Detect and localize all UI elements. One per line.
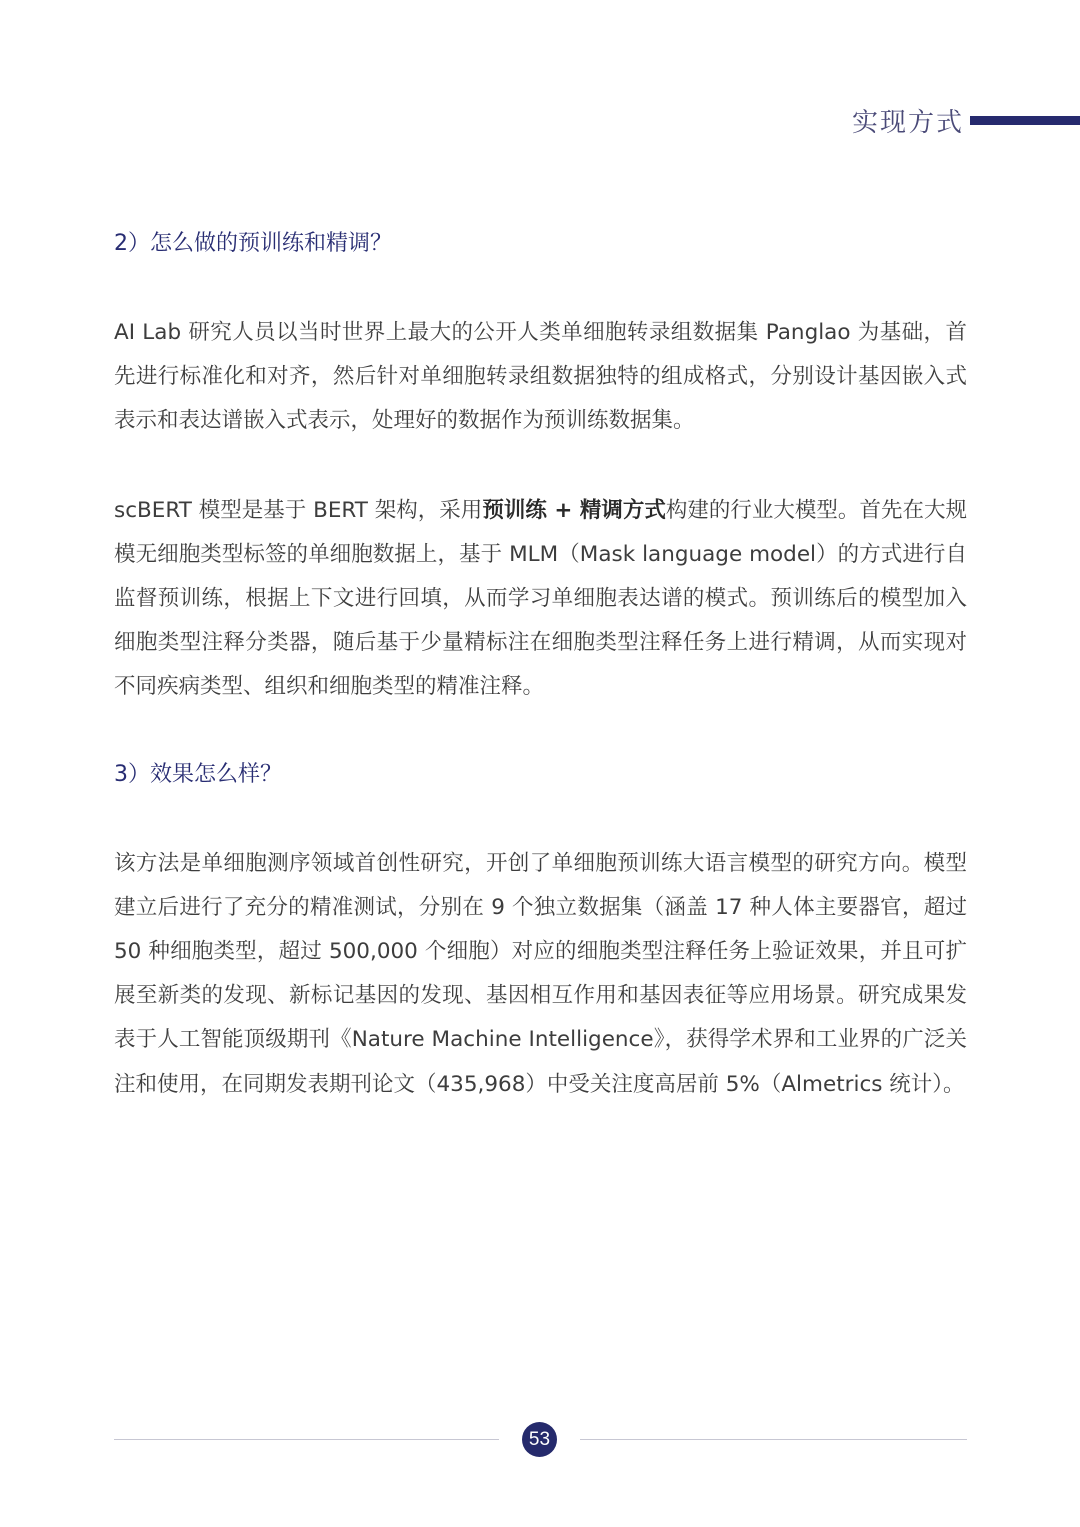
section-heading-results: 3）效果怎么样？ <box>114 761 282 787</box>
paragraph-data-preparation: AI Lab 研究人员以当时世界上最大的公开人类单细胞转录组数据集 Panglao 为基础，首先进行标准化和对齐，然后针对单细胞转录组数据独特的组成格式，分别设计基因嵌入式表示和表达谱嵌入式表示，处理好的数据作为预训练数据集。 <box>114 320 967 434</box>
section-header <box>852 100 1080 140</box>
header-accent-bar <box>970 116 1080 125</box>
section-title: 实现方式 <box>851 107 964 138</box>
paragraph-scbert-model <box>114 489 967 710</box>
footer-divider-left <box>114 1439 499 1440</box>
paragraph-results: 该方法是单细胞测序领域首创性研究，开创了单细胞预训练大语言模型的研究方向。模型建立后进行了充分的精准测试，分别在 9 个独立数据集（涵盖 17 种人体主要器官，超过 50 种细胞类型，超过 500,000 个细胞）对应的细胞类型注释任务上验证效果，并且可扩展至新类的发现、新标记基因的发现、基因相互作用和基因表征等应用场景。研究成果发表于人工智能顶级期刊《Nature Machine Intelligence》，获得学术界和工业界的广泛关注和使用，在同期发表期刊论文（435,968）中受关注度高居前 5%（Almetrics 统计）。 <box>114 850 967 1097</box>
bold-highlight: 预训练 + 精调方式 <box>482 497 666 523</box>
paragraph-text: 构建的行业大模型。首先在大规模无细胞类型标签的单细胞数据上，基于 MLM（Mask language model）的方式进行自监督预训练，根据上下文进行回填，从而学习单细胞表达谱的模式。预训练后的模型加入细胞类型注释分类器，随后基于少量精标注在细胞类型注释任务上进行精调，从而实现对不同疾病类型、组织和细胞类型的精准注释。 <box>114 497 967 700</box>
page-number-badge: 53 <box>522 1422 557 1457</box>
footer-divider-right <box>580 1439 967 1440</box>
page-footer <box>114 1420 967 1460</box>
section-heading-pretraining: 2）怎么做的预训练和精调？ <box>114 231 392 256</box>
paragraph-text: scBERT 模型是基于 BERT 架构，采用 <box>114 497 483 523</box>
main-content <box>114 224 967 1107</box>
